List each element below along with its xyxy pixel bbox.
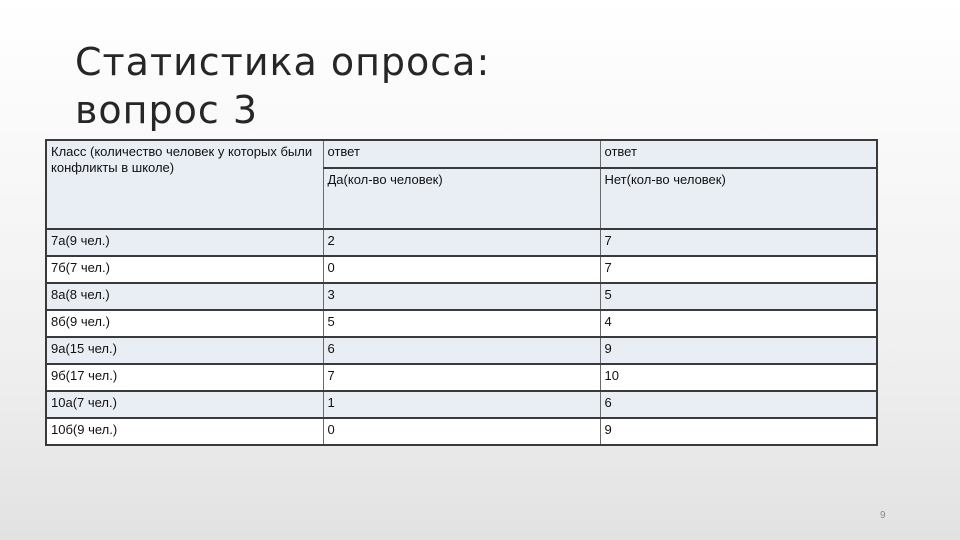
yes-count-cell: 1 [323, 391, 600, 418]
table-row [46, 364, 877, 391]
class-cell: 10а(7 чел.) [46, 391, 323, 418]
page-number: 9 [880, 510, 886, 521]
class-cell: 8а(8 чел.) [46, 283, 323, 310]
no-count-cell: 9 [600, 337, 877, 364]
no-count-cell: 10 [600, 364, 877, 391]
no-count-cell: 7 [600, 229, 877, 256]
table-row [46, 256, 877, 283]
header-answer-yes-cell: ответ [323, 140, 600, 168]
table-row [46, 283, 877, 310]
no-count-cell: 6 [600, 391, 877, 418]
yes-count-cell: 0 [323, 418, 600, 445]
table-row [46, 337, 877, 364]
no-count-cell: 5 [600, 283, 877, 310]
no-count-cell: 4 [600, 310, 877, 337]
class-cell: 8б(9 чел.) [46, 310, 323, 337]
survey-table [45, 139, 878, 446]
table-row [46, 310, 877, 337]
table-row [46, 229, 877, 256]
table-row [46, 418, 877, 445]
no-count-cell: 7 [600, 256, 877, 283]
header-class-cell: Класс (количество человек у которых были конфликты в школе) [46, 140, 323, 229]
class-cell: 9б(17 чел.) [46, 364, 323, 391]
header-answer-no-cell: ответ [600, 140, 877, 168]
class-cell: 7а(9 чел.) [46, 229, 323, 256]
header-no-count-cell: Нет(кол-во человек) [600, 168, 877, 229]
slide-title [75, 38, 490, 134]
yes-count-cell: 7 [323, 364, 600, 391]
class-cell: 7б(7 чел.) [46, 256, 323, 283]
header-yes-count-cell: Да(кол-во человек) [323, 168, 600, 229]
table-header-row [46, 140, 877, 168]
table-row [46, 391, 877, 418]
class-cell: 10б(9 чел.) [46, 418, 323, 445]
no-count-cell: 9 [600, 418, 877, 445]
yes-count-cell: 5 [323, 310, 600, 337]
slide-title-line-2: вопрос 3 [75, 88, 259, 132]
yes-count-cell: 2 [323, 229, 600, 256]
slide-title-line-1: Статистика опроса: [75, 40, 491, 84]
yes-count-cell: 0 [323, 256, 600, 283]
yes-count-cell: 3 [323, 283, 600, 310]
class-cell: 9а(15 чел.) [46, 337, 323, 364]
yes-count-cell: 6 [323, 337, 600, 364]
